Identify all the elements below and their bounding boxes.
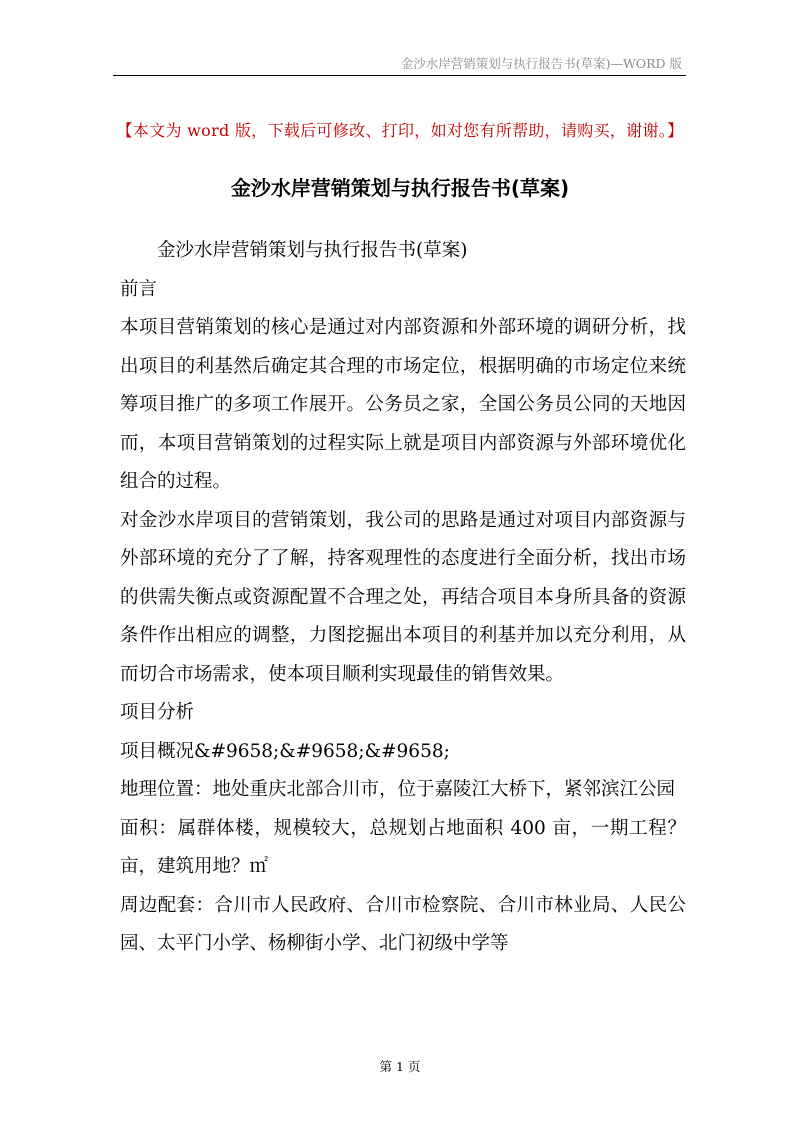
- heading-project-analysis: 项目分析: [120, 702, 195, 723]
- heading-project-overview: 项目概况&#9658;&#9658;&#9658;: [120, 740, 450, 762]
- heading-preface: 前言: [120, 278, 158, 300]
- document-body: [120, 232, 686, 964]
- header-divider: [113, 75, 686, 76]
- document-title: 金沙水岸营销策划与执行报告书(草案): [230, 176, 570, 200]
- page-number: 第 1 页: [379, 1059, 421, 1074]
- location-line: 地理位置：地处重庆北部合川市，位于嘉陵江大桥下，紧邻滨江公园: [120, 779, 676, 800]
- area-line: 面积：属群体楼，规模较大，总规划占地面积 400 亩，一期工程？亩，建筑用地？㎡: [120, 817, 686, 877]
- running-header: 金沙水岸营销策划与执行报告书(草案)—WORD 版: [400, 56, 682, 71]
- paragraph: 对金沙水岸项目的营销策划，我公司的思路是通过对项目内部资源与外部环境的充分了了解，持客观理性的态度进行全面分析，找出市场的供需失衡点或资源配置不合理之处，再结合项目本身所具备的资源条件作出相应的调整，力图挖掘出本项目的利基并加以充分利用，从而切合市场需求，使本项目顺利实现最佳的销售效果。: [120, 509, 686, 685]
- subtitle: 金沙水岸营销策划与执行报告书(草案): [157, 240, 468, 261]
- paragraph: 本项目营销策划的核心是通过对内部资源和外部环境的调研分析，找出项目的利基然后确定其合理的市场定位，根据明确的市场定位来统筹项目推广的多项工作展开。公务员之家，全国公务员公同的天地因而，本项目营销策划的过程实际上就是项目内部资源与外部环境优化组合的过程。: [120, 317, 686, 492]
- purchase-notice: 【本文为 word 版，下载后可修改、打印，如对您有所帮助，请购买，谢谢。】: [116, 121, 684, 140]
- facilities-line: 周边配套：合川市人民政府、合川市检察院、合川市林业局、人民公园、太平门小学、杨柳街小学、北门初级中学等: [120, 894, 686, 954]
